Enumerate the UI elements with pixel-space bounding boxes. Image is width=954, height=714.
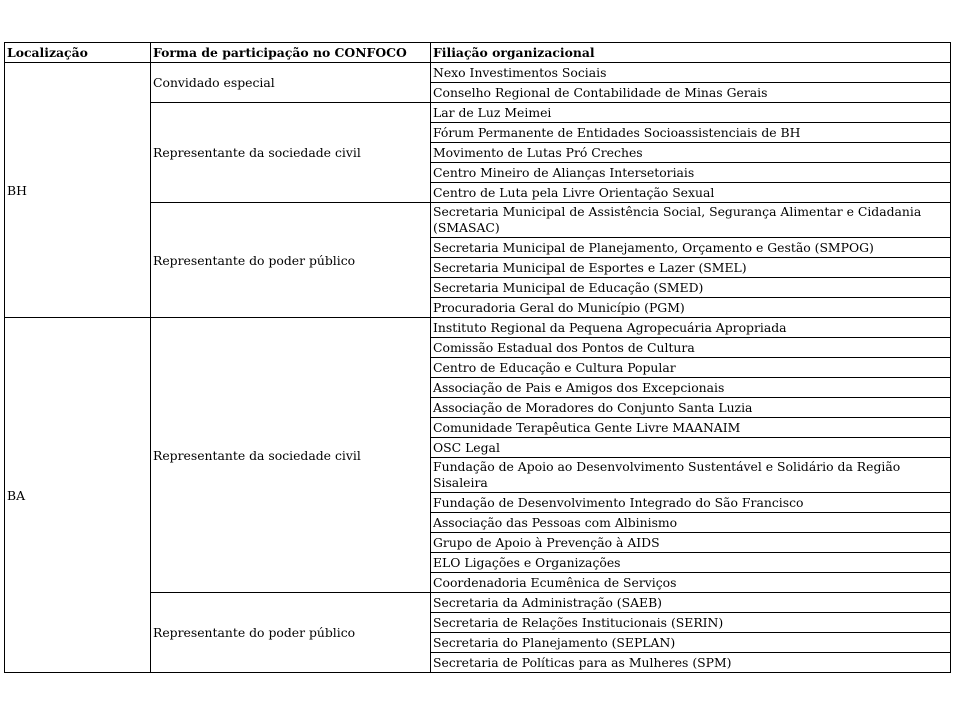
organization-cell: Secretaria de Relações Institucionais (SERIN) [431,613,951,633]
header-filiacao: Filiação organizacional [431,43,951,63]
organization-cell: Centro de Educação e Cultura Popular [431,358,951,378]
organization-cell: Secretaria Municipal de Educação (SMED) [431,278,951,298]
header-forma-participacao: Forma de participação no CONFOCO [151,43,431,63]
organization-cell: Fórum Permanente de Entidades Socioassistenciais de BH [431,123,951,143]
organization-cell: Comissão Estadual dos Pontos de Cultura [431,338,951,358]
organization-cell: Lar de Luz Meimei [431,103,951,123]
participation-form-cell: Representante da sociedade civil [151,103,431,203]
organization-cell: Associação de Moradores do Conjunto Santa Luzia [431,398,951,418]
organization-cell: Secretaria Municipal de Planejamento, Orçamento e Gestão (SMPOG) [431,238,951,258]
participation-form-cell: Representante da sociedade civil [151,318,431,593]
organization-cell: Secretaria do Planejamento (SEPLAN) [431,633,951,653]
organization-cell: Fundação de Desenvolvimento Integrado do São Francisco [431,493,951,513]
organization-cell: Centro Mineiro de Alianças Intersetoriais [431,163,951,183]
organization-cell: Associação de Pais e Amigos dos Excepcionais [431,378,951,398]
participation-form-cell: Representante do poder público [151,203,431,318]
organization-cell: Movimento de Lutas Pró Creches [431,143,951,163]
organization-cell: Secretaria da Administração (SAEB) [431,593,951,613]
organization-cell: Fundação de Apoio ao Desenvolvimento Sustentável e Solidário da Região Sisaleira [431,458,951,493]
table-row [5,318,951,338]
table-row [5,63,951,83]
organization-cell: Conselho Regional de Contabilidade de Minas Gerais [431,83,951,103]
header-localizacao: Localização [5,43,151,63]
header-row [5,43,951,63]
organization-cell: Associação das Pessoas com Albinismo [431,513,951,533]
organization-cell: ELO Ligações e Organizações [431,553,951,573]
organization-cell: Secretaria Municipal de Assistência Social, Segurança Alimentar e Cidadania (SMASAC) [431,203,951,238]
organization-cell: Nexo Investimentos Sociais [431,63,951,83]
organization-cell: OSC Legal [431,438,951,458]
organization-cell: Secretaria Municipal de Esportes e Lazer (SMEL) [431,258,951,278]
organization-cell: Comunidade Terapêutica Gente Livre MAANAIM [431,418,951,438]
participation-form-cell: Convidado especial [151,63,431,103]
organization-cell: Grupo de Apoio à Prevenção à AIDS [431,533,951,553]
location-cell: BA [5,318,151,673]
confoco-table [4,42,951,673]
participation-form-cell: Representante do poder público [151,593,431,673]
location-cell: BH [5,63,151,318]
organization-cell: Procuradoria Geral do Município (PGM) [431,298,951,318]
organization-cell: Instituto Regional da Pequena Agropecuária Apropriada [431,318,951,338]
organization-cell: Centro de Luta pela Livre Orientação Sexual [431,183,951,203]
organization-cell: Secretaria de Políticas para as Mulheres (SPM) [431,653,951,673]
organization-cell: Coordenadoria Ecumênica de Serviços [431,573,951,593]
